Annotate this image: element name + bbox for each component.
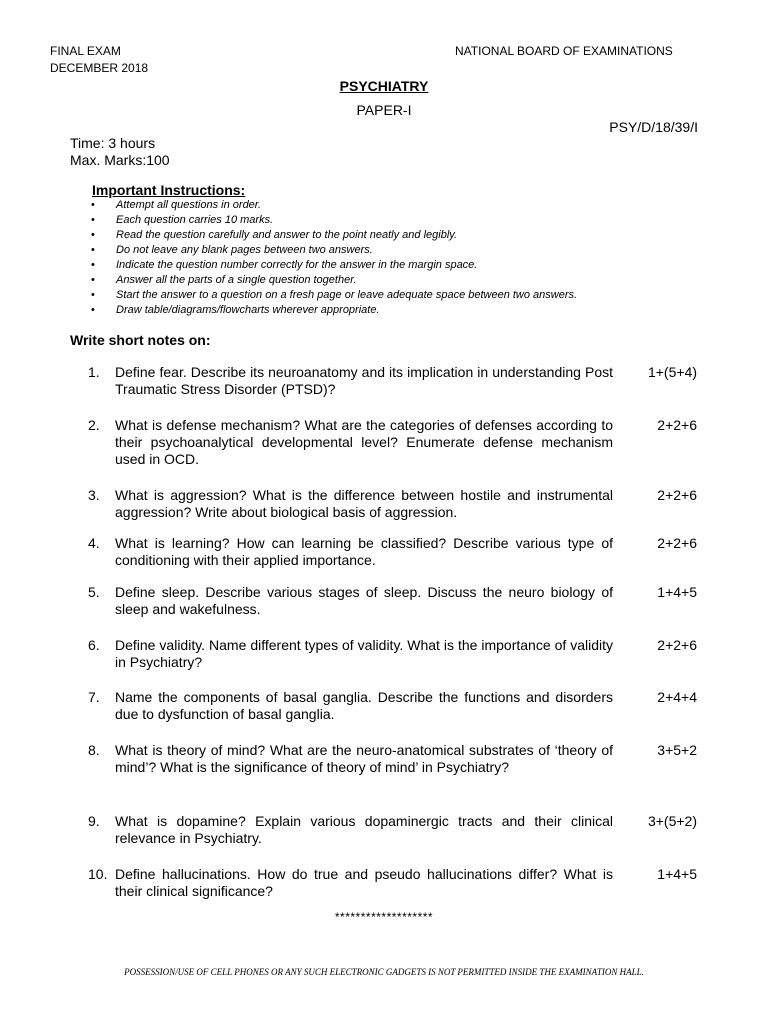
question-text: What is aggression? What is the difference between hostile and instrumental aggression? Write about biological basis of aggression. (115, 487, 613, 520)
question-marks: 1+(5+4) (647, 364, 697, 380)
instruction-item: • Indicate the question number correctly for the answer in the margin space. (91, 258, 711, 273)
question-number: 1. (88, 364, 100, 380)
instruction-item: • Answer all the parts of a single question together. (91, 273, 711, 288)
max-marks: Max. Marks:100 (70, 152, 170, 168)
board-name: NATIONAL BOARD OF EXAMINATIONS (455, 44, 673, 58)
instruction-item: • Each question carries 10 marks. (91, 213, 711, 228)
subject-title: PSYCHIATRY (339, 78, 429, 94)
exam-label: FINAL EXAM (50, 44, 121, 58)
question-number: 5. (88, 584, 100, 600)
instruction-item: • Start the answer to a question on a fresh page or leave adequate space between two answers. (91, 288, 711, 303)
question-number: 8. (88, 742, 100, 758)
question-marks: 2+4+4 (657, 689, 697, 705)
footer-notice: POSSESSION/USE OF CELL PHONES OR ANY SUCH ELECTRONIC GADGETS IS NOT PERMITTED INSIDE THE EXAMINATION HALL. (124, 967, 644, 977)
question-text: What is learning? How can learning be classified? Describe various type of conditioning with their applied importance. (115, 535, 613, 568)
question-marks: 2+2+6 (657, 637, 697, 653)
instruction-item: • Do not leave any blank pages between two answers. (91, 243, 711, 258)
question-number: 4. (88, 535, 100, 551)
question-text: Name the components of basal ganglia. Describe the functions and disorders due to dysfunction of basal ganglia. (115, 689, 613, 722)
question-number: 3. (88, 487, 100, 503)
question-marks: 2+2+6 (657, 417, 697, 433)
instruction-item: • Attempt all questions in order. (91, 198, 711, 213)
question-number: 9. (88, 813, 100, 829)
exam-date: DECEMBER 2018 (50, 61, 149, 75)
question-number: 2. (88, 417, 100, 433)
question-marks: 1+4+5 (657, 866, 697, 882)
question-marks: 3+(5+2) (647, 813, 697, 829)
question-marks: 3+5+2 (657, 742, 697, 758)
exam-time: Time: 3 hours (70, 135, 156, 151)
instructions-heading: Important Instructions: (92, 182, 246, 198)
question-number: 10. (88, 866, 108, 882)
end-of-paper-marker: ******************* (334, 910, 434, 924)
question-number: 7. (88, 689, 100, 705)
section-heading: Write short notes on: (70, 332, 211, 348)
question-marks: 1+4+5 (657, 584, 697, 600)
question-text: Define hallucinations. How do true and pseudo hallucinations differ? What is their clinical significance? (115, 866, 613, 899)
question-text: What is theory of mind? What are the neuro-anatomical substrates of ‘theory of mind’? What is the significance of theory of mind’ in Psychiatry? (115, 742, 613, 775)
question-text: Define validity. Name different types of validity. What is the importance of validity in Psychiatry? (115, 637, 613, 670)
instruction-item: • Draw table/diagrams/flowcharts wherever appropriate. (91, 303, 711, 318)
question-text: What is dopamine? Explain various dopaminergic tracts and their clinical relevance in Psychiatry. (115, 813, 613, 846)
question-text: Define sleep. Describe various stages of sleep. Discuss the neuro biology of sleep and wakefulness. (115, 584, 613, 617)
paper-code: PSY/D/18/39/I (609, 119, 698, 135)
paper-number: PAPER-I (356, 102, 412, 118)
question-text: Define fear. Describe its neuroanatomy and its implication in understanding Post Traumatic Stress Disorder (PTSD)? (115, 364, 613, 397)
question-marks: 2+2+6 (657, 535, 697, 551)
question-text: What is defense mechanism? What are the categories of defenses according to their psychoanalytical developmental level? Enumerate defense mechanism used in OCD. (115, 417, 613, 467)
instructions-list (91, 198, 711, 318)
question-number: 6. (88, 637, 100, 653)
instruction-item: • Read the question carefully and answer to the point neatly and legibly. (91, 228, 711, 243)
question-marks: 2+2+6 (657, 487, 697, 503)
